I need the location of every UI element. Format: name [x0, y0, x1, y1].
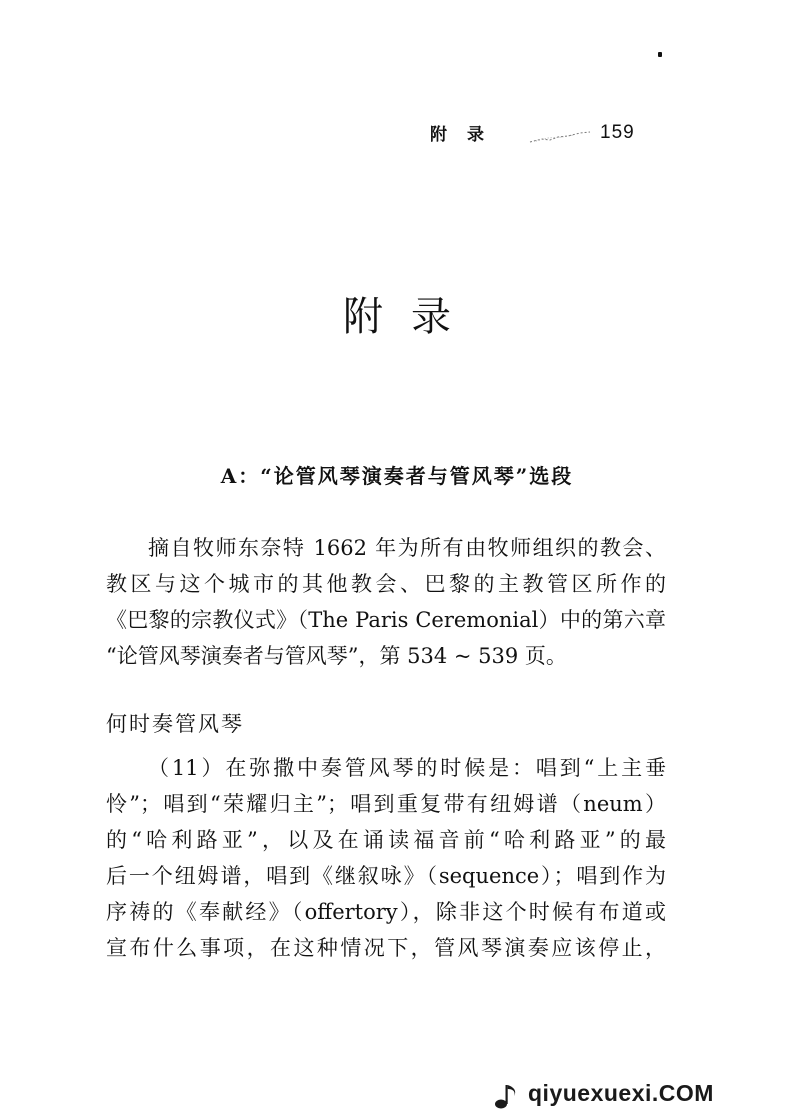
page-number: 159	[600, 122, 635, 143]
scan-smudge-mark	[528, 130, 594, 144]
chapter-title: 附录	[343, 294, 479, 340]
paragraph-line: 教区与这个城市的其他教会、巴黎的主教管区所作的	[106, 572, 666, 596]
watermark-text: qiyuexuexi.COM	[528, 1080, 714, 1106]
paragraph-line: （11）在弥撒中奏管风琴的时候是：唱到“上主垂	[148, 756, 666, 780]
paragraph-line: 宣布什么事项，在这种情况下，管风琴演奏应该停止，	[106, 936, 666, 960]
running-header-label: 附录	[430, 125, 504, 145]
paragraph-line: 的“哈利路亚”，以及在诵读福音前“哈利路亚”的最	[106, 828, 666, 852]
paragraph-line: 后一个纽姆谱，唱到《继叙咏》（sequence）；唱到作为	[106, 864, 666, 888]
running-header	[430, 120, 650, 146]
paragraph-line: 摘自牧师东奈特 1662 年为所有由牧师组织的教会、	[148, 536, 666, 560]
music-note-icon	[492, 1082, 522, 1110]
paragraph-line: 序祷的《奉献经》（offertory），除非这个时候有布道或	[106, 900, 666, 924]
paragraph-line: “论管风琴演奏者与管风琴”，第 534 ~ 539 页。	[106, 644, 567, 668]
subheading: 何时奏管风琴	[106, 712, 244, 736]
paragraph-line: 《巴黎的宗教仪式》（The Paris Ceremonial）中的第六章	[106, 608, 666, 632]
paragraph-line: 怜”；唱到“荣耀归主”；唱到重复带有纽姆谱（neum）	[106, 792, 666, 816]
body-paragraph	[106, 750, 666, 966]
section-heading: A：“论管风琴演奏者与管风琴”选段	[220, 464, 574, 488]
intro-paragraph	[106, 530, 666, 674]
watermark	[492, 1078, 792, 1114]
print-mark-dot	[658, 52, 662, 57]
